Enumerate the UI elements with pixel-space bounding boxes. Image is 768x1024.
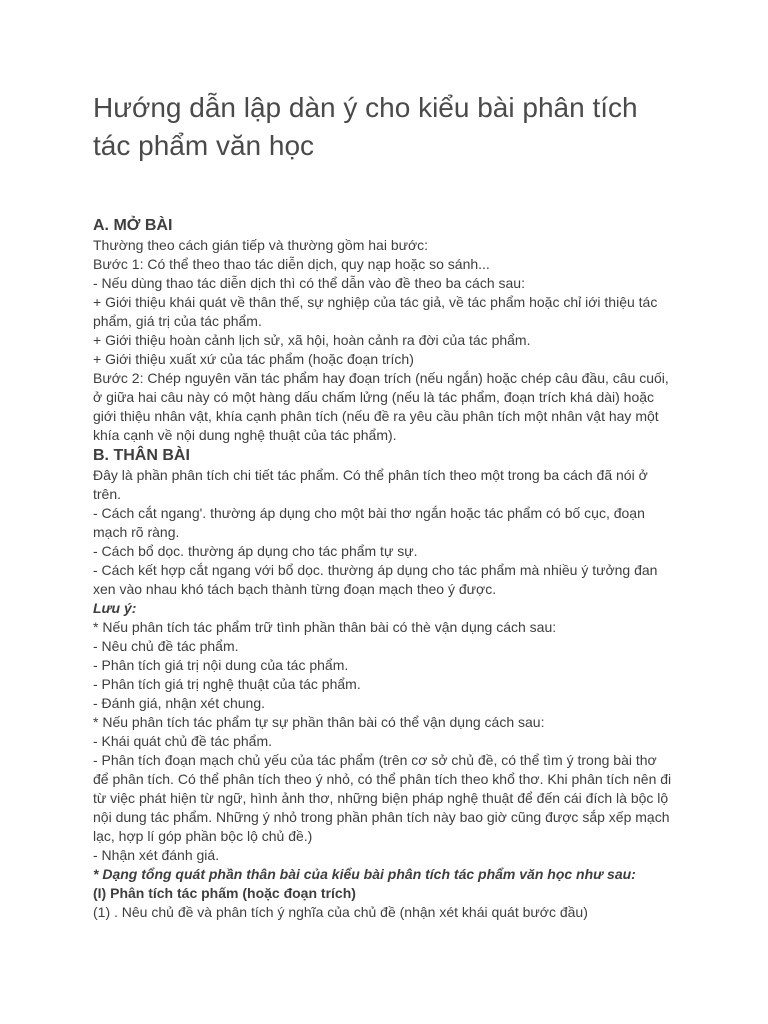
section-b-line: - Cách cắt ngang'. thường áp dụng cho một bài thơ ngắn hoặc tác phẩm có bố cục, đoạn mạch rõ ràng.: [93, 505, 645, 540]
section-a-line: - Nếu dùng thao tác diễn dịch thì có thể dẫn vào đề theo ba cách sau:: [93, 275, 525, 291]
section-b-line: Đây là phần phân tích chi tiết tác phẩm. Có thể phân tích theo một trong ba cách đã nói ở trên.: [93, 467, 648, 502]
note-line: - Phân tích đoạn mạch chủ yếu của tác phẩm (trên cơ sở chủ đề, có thể tìm ý trong bài thơ để phân tích. Có thể phân tích theo ý nhỏ, có thể phân tích theo khổ thơ. Khi phân tích nên đi từ việc phát hiện từ ngữ, hình ảnh thơ, những biện pháp nghệ thuật để đến cái đích là bộc lộ nội dung tác phẩm. Những ý nhỏ trong phần phân tích này bao giờ cũng được sắp xếp mạch lạc, hợp lí góp phần bộc lộ chủ đề.): [93, 752, 672, 844]
section-a-line: + Giới thiệu khái quát về thân thế, sự nghiệp của tác giả, về tác phẩm hoặc chỉ iới thiệu tác phẩm, giá trị của tác phẩm.: [93, 294, 658, 329]
note-label: Lưu ý:: [93, 600, 137, 616]
section-a-heading: A. MỞ BÀI: [93, 217, 173, 234]
section-a-line: Bước 1: Có thể theo thao tác diễn dịch, quy nạp hoặc so sánh...: [93, 256, 490, 272]
note-line: - Phân tích giá trị nghệ thuật của tác phẩm.: [93, 676, 361, 692]
note-line: - Nêu chủ đề tác phẩm.: [93, 638, 239, 654]
section-b-line: - Cách kết hợp cắt ngang với bổ dọc. thường áp dụng cho tác phẩm mà nhiều ý tưởng đan xen vào nhau khó tách bạch thành từng đoạn mạch theo ý được.: [93, 562, 658, 597]
note-line: - Đánh giá, nhận xét chung.: [93, 695, 266, 711]
note-line: - Khái quát chủ đề tác phẩm.: [93, 733, 272, 749]
subheading: (I) Phân tích tác phấm (hoặc đoạn trích): [93, 885, 356, 901]
section-a-line: + Giới thiệu xuất xứ của tác phẩm (hoặc đoạn trích): [93, 351, 414, 367]
note-line: * Nếu phân tích tác phẩm tự sự phần thân bài có thể vận dụng cách sau:: [93, 714, 545, 730]
section-a-line: + Giới thiệu hoàn cảnh lịch sử, xã hội, hoàn cảnh ra đời của tác phẩm.: [93, 332, 531, 348]
section-b-heading: B. THÂN BÀI: [93, 447, 190, 464]
section-a-line: Bước 2: Chép nguyên văn tác phẩm hay đoạn trích (nếu ngắn) hoặc chép câu đầu, câu cuối, ở giữa hai câu này có một hàng dấu chấm lửng (nếu là tác phẩm, đoạn trích khá dài) hoặc giới thiệu nhân vật, khía cạnh phân tích (nếu đề ra yêu cầu phân tích một nhân vật hay một khía cạnh về nội dung nghệ thuật của tác phẩm).: [93, 370, 669, 443]
section-a-line: Thường theo cách gián tiếp và thường gồm hai bước:: [93, 237, 429, 253]
section-b-line: - Cách bổ dọc. thường áp dụng cho tác phẩm tự sự.: [93, 543, 418, 559]
note-line: - Nhận xét đánh giá.: [93, 847, 220, 863]
note-line: - Phân tích giá trị nội dung của tác phẩm.: [93, 657, 349, 673]
note-line: * Nếu phân tích tác phẩm trữ tình phần thân bài có thè vận dụng cách sau:: [93, 619, 557, 635]
document-body: [93, 215, 676, 922]
summary-label: * Dạng tổng quát phần thân bài của kiểu bài phân tích tác phẩm văn học như sau:: [93, 866, 636, 882]
document-title: Hướng dẫn lập dàn ý cho kiểu bài phân tích tác phẩm văn học: [93, 92, 638, 161]
last-line: (1) . Nêu chủ đề và phân tích ý nghĩa của chủ đề (nhận xét khái quát bước đầu): [93, 904, 588, 920]
